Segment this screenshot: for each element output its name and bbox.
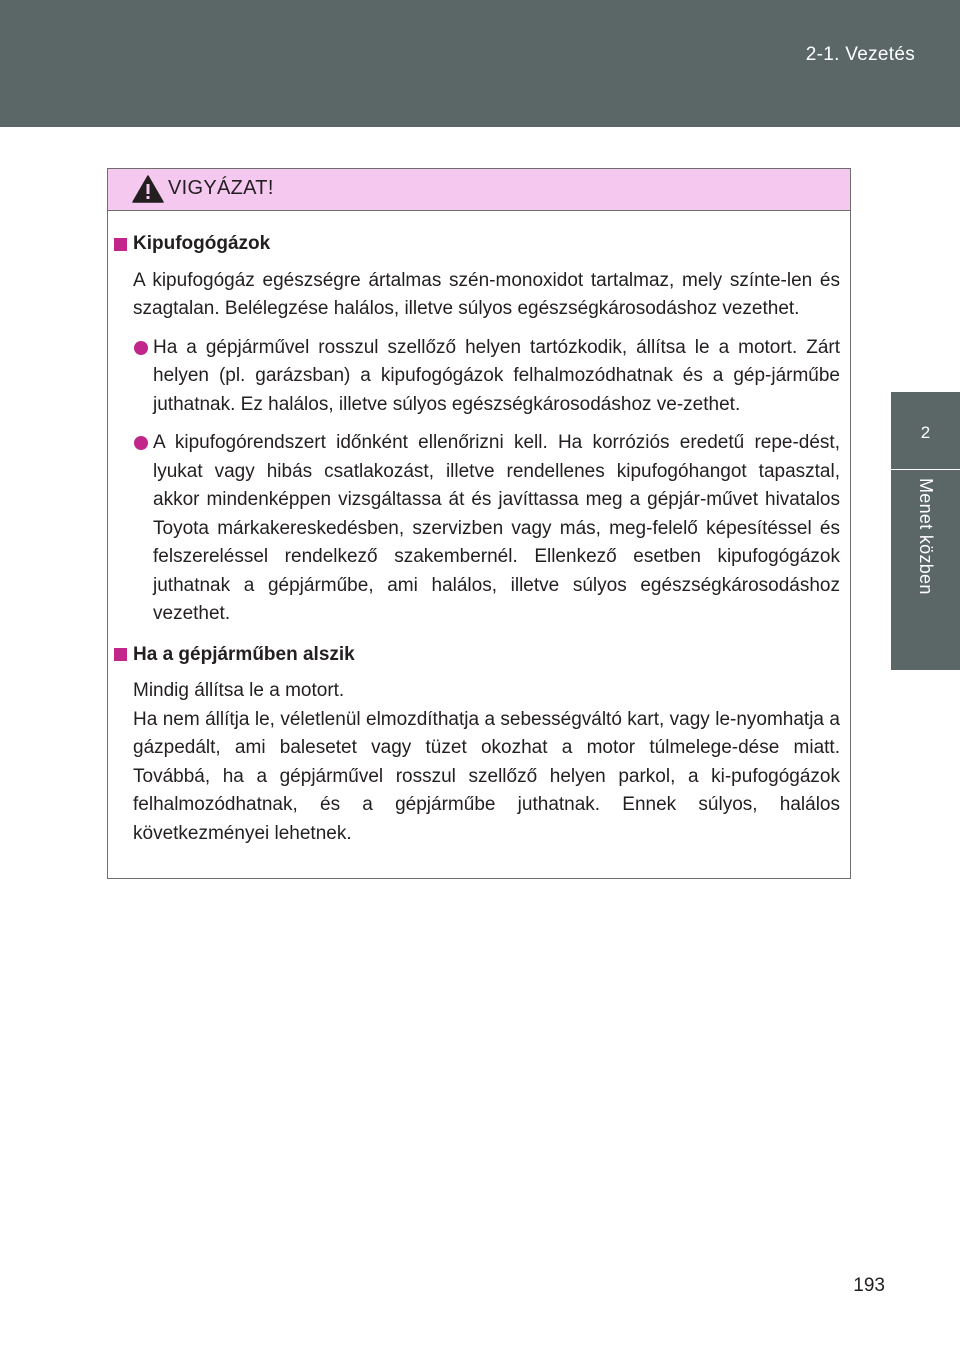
chapter-number: 2	[920, 423, 931, 442]
chapter-strip	[891, 470, 960, 670]
chapter-label: Menet közben	[916, 478, 936, 595]
caution-title: VIGYÁZAT!	[168, 177, 274, 199]
caution-header	[108, 169, 850, 211]
warning-triangle-icon	[132, 175, 164, 203]
section-heading-text: Ha a gépjárműben alszik	[133, 643, 355, 665]
section-heading	[114, 230, 840, 259]
list-item-text: A kipufogórendszert időnként ellenőrizni kell. Ha korróziós eredetű repe-dést, lyukat vagy hibás csatlakozást, illetve rendellenes kipufogóhangot tapasztal, akkor mindenképpen vizsgáltassa át és javíttassa meg a gépjár-művet hivatalos Toyota márkakereskedésben, szervizben vagy más, meg-felelő képesítéssel és felszereléssel rendelkező szakembernél. Ellenkező esetben kipufogógázok juthatnak a gépjárműbe, ami halálos, illetve súlyos egészségkárosodáshoz vezethet.	[153, 432, 840, 624]
round-bullet-icon	[134, 436, 148, 450]
paragraph-line: Ha nem állítja le, véletlenül elmozdíthatja a sebességváltó kart, vagy le-nyomhatja a gázpedált, ami balesetet vagy tüzet okozhat a motor túlmelege-dése miatt. Továbbá, ha a gépjárművel rosszul szellőző helyen parkol, a ki-pufogógázok felhalmozódhatnak, és a gépjárműbe juthatnak. Ennek súlyos, halálos következményei lehetnek.	[133, 708, 840, 844]
section-title: 2-1. Vezetés	[805, 44, 915, 65]
list-item	[133, 334, 840, 420]
paragraph-line: Mindig állítsa le a motort.	[133, 680, 345, 701]
section-heading	[114, 641, 840, 670]
section-heading-text: Kipufogógázok	[133, 233, 271, 254]
square-bullet-icon	[114, 648, 127, 661]
page-number: 193	[853, 1275, 885, 1296]
caution-content	[108, 211, 850, 848]
list-item-text: Ha a gépjárművel rosszul szellőző helyen tartózkodik, állítsa le a motort. Zárt helyen (pl. garázsban) a kipufogógázok felhalmozódhatnak és a gép-járműbe juthatnak. Ez halálos, illetve súlyos egészségkárosodáshoz ve-zethet.	[153, 336, 840, 415]
section-paragraph: A kipufogógáz egészségre ártalmas szén-monoxidot tartalmaz, mely színte-len és szagtalan. Belélegzése halálos, illetve súlyos egészségkárosodáshoz vezethet.	[133, 269, 840, 319]
chapter-tab	[891, 392, 960, 469]
round-bullet-icon	[134, 341, 148, 355]
caution-box	[107, 168, 851, 879]
list-item	[133, 429, 840, 629]
section-paragraph	[133, 677, 840, 848]
header-band	[0, 0, 960, 127]
square-bullet-icon	[114, 238, 127, 251]
